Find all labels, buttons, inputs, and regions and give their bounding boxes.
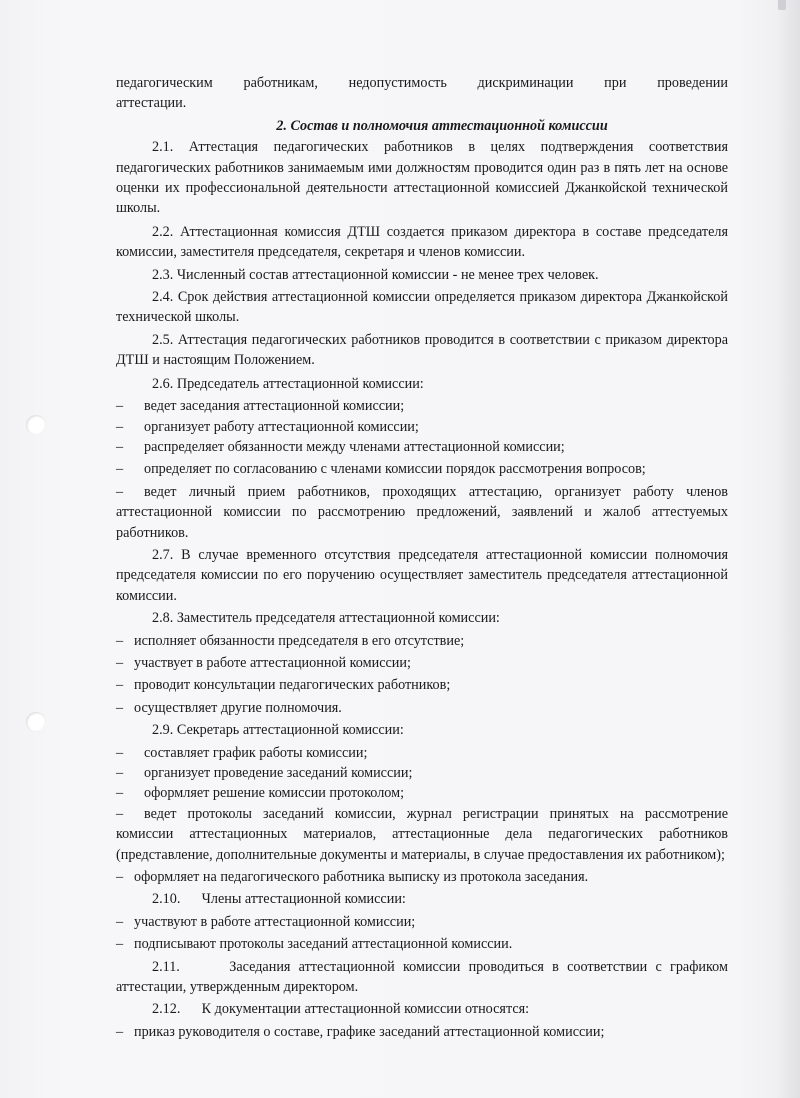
section-heading: 2. Состав и полномочия аттестационной комиссии [276, 117, 608, 134]
list-item-text: организует работу аттестационной комиссии; [144, 418, 419, 435]
dash-marker: – [116, 913, 124, 930]
list-item [116, 396, 728, 416]
dash-marker: – [116, 869, 124, 886]
list-item-text: определяет по согласованию с членами комиссии порядок рассмотрения вопросов; [144, 461, 646, 478]
dash-marker: – [116, 699, 124, 716]
list-item-text: участвует в работе аттестационной комиссии; [134, 654, 411, 671]
list-item-text: проводит консультации педагогических работников; [134, 677, 451, 694]
list-item [116, 867, 728, 887]
list-item [116, 437, 728, 457]
punch-hole-upper [26, 415, 46, 435]
page-edge-shadow [776, 0, 800, 1098]
dash-marker: – [116, 438, 124, 455]
paragraph-2-6: 2.6. Председатель аттестационной комиссии: [152, 375, 424, 392]
list-item-text: ведет заседания аттестационной комиссии; [144, 398, 405, 415]
paragraph-2-3: 2.3. Численный состав аттестационной комиссии - не менее трех человек. [152, 266, 599, 283]
list-item-text: оформляет на педагогического работника выписку из протокола заседания. [134, 869, 589, 886]
paragraph-2-2: 2.2. Аттестационная комиссия ДТШ создается приказом директора в составе председателя комиссии, заместителя председателя, секретаря и членов комиссии. [116, 223, 728, 261]
list-item-text: оформляет решение комиссии протоколом; [144, 785, 405, 802]
list-item-text: ведет протоколы заседаний комиссии, журнал регистрации принятых на рассмотрение комиссии аттестационных материалов, аттестационные дела педагогических работников (представление, дополнительные документы и материалы, в случае предоставления их работником); [116, 805, 728, 863]
dash-marker: – [116, 765, 124, 781]
list-item-text: составляет график работы комиссии; [144, 744, 368, 761]
list-item [116, 698, 728, 718]
punch-hole-lower [26, 712, 46, 732]
dash-marker: – [116, 461, 124, 478]
paragraph-2-8: 2.8. Заместитель председателя аттестационной комиссии: [152, 610, 500, 627]
text-line: аттестации. [116, 95, 187, 112]
list-item [116, 675, 728, 695]
list-item [116, 743, 728, 763]
paragraph-2-12: 2.12. К документации аттестационной комиссии относятся: [152, 1001, 530, 1018]
list-item [116, 804, 728, 865]
list-item-text: исполняет обязанности председателя в его отсутствие; [134, 632, 465, 649]
list-item-text: распределяет обязанности между членами аттестационной комиссии; [144, 438, 565, 455]
paragraph-2-7: 2.7. В случае временного отсутствия председателя аттестационной комиссии полномочия председателя комиссии по его поручению осуществляет заместитель председателя аттестационной комиссии. [116, 546, 728, 604]
list-item-text: подписывают протоколы заседаний аттестационной комиссии. [134, 936, 513, 953]
paragraph-2-10: 2.10. Члены аттестационной комиссии: [152, 891, 406, 908]
dash-marker: – [116, 483, 124, 500]
list-item [116, 653, 728, 673]
list-item [116, 482, 728, 543]
dash-marker: – [116, 677, 124, 694]
list-item-text: осуществляет другие полномочия. [134, 699, 342, 716]
dash-marker: – [116, 744, 124, 761]
dash-marker: – [116, 785, 124, 802]
list-item-text: ведет личный прием работников, проходящих аттестацию, организует работу членов аттестационной комиссии по рассмотрению предложений, заявлений и жалоб аттестуемых работников. [116, 483, 728, 541]
paragraph-2-5: 2.5. Аттестация педагогических работников проводится в соответствии с приказом директора ДТШ и настоящим Положением. [116, 331, 728, 369]
list-item [116, 912, 728, 932]
dash-marker: – [116, 632, 124, 649]
paragraph-2-9: 2.9. Секретарь аттестационной комиссии: [152, 722, 404, 739]
dash-marker: – [116, 805, 124, 822]
list-item [116, 934, 728, 954]
list-item [116, 631, 728, 651]
text-line: педагогическим работникам, недопустимость дискриминации при проведении [116, 75, 728, 91]
list-item-text: организует проведение заседаний комиссии; [144, 765, 413, 781]
list-item-text: приказ руководителя о составе, графике заседаний аттестационной комиссии; [134, 1023, 605, 1040]
dash-marker: – [116, 418, 124, 435]
dash-marker: – [116, 654, 124, 671]
document-body [116, 73, 732, 1042]
paragraph-2-1: 2.1. Аттестация педагогических работников в целях подтверждения соответствия педагогических работников занимаемым ими должностям проводится один раз в пять лет на основе оценки их профессиональной деятельности аттестационной комиссией Джанкойской технической школы. [116, 139, 728, 217]
list-item [116, 783, 728, 803]
paragraph-2-11: 2.11. Заседания аттестационной комиссии проводиться в соответствии с графиком аттестации, утвержденным директором. [116, 958, 732, 996]
list-item [116, 763, 728, 783]
list-item-text: участвуют в работе аттестационной комиссии; [134, 913, 416, 930]
dash-marker: – [116, 936, 124, 953]
list-item [116, 459, 728, 479]
dash-marker: – [116, 1023, 124, 1040]
scan-mark [778, 0, 786, 10]
list-item [116, 1022, 728, 1042]
paragraph-2-4: 2.4. Срок действия аттестационной комиссии определяется приказом директора Джанкойской технической школы. [116, 289, 728, 326]
list-item [116, 417, 728, 437]
dash-marker: – [116, 398, 124, 415]
